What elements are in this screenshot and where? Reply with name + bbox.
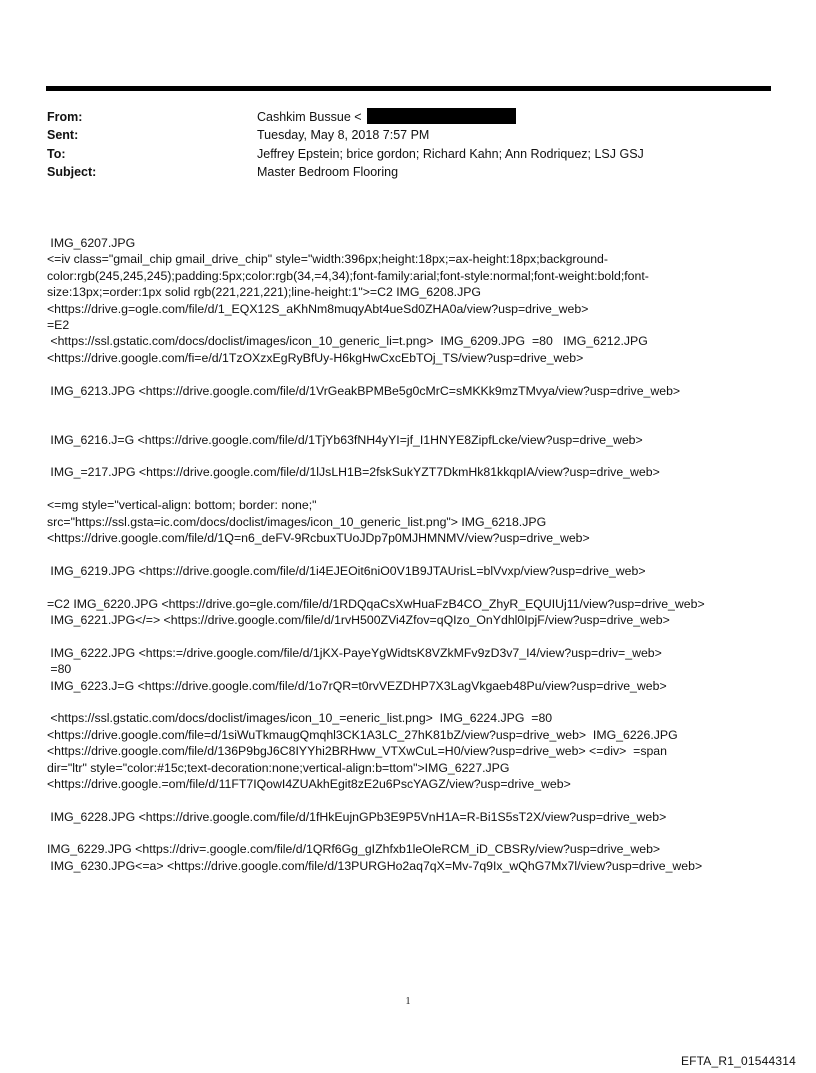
body-line: dir="ltr" style="color:#15c;text-decoration:none;vertical-align:b=ttom">IMG_6227.JPG [47, 760, 510, 775]
subject-value: Master Bedroom Flooring [257, 164, 399, 179]
body-line: IMG_=217.JPG <https://drive.google.com/file/d/1lJsLH1B=2fskSukYZT7DkmHk81kkqpIA/view?usp=drive_web> [47, 465, 660, 480]
to-label: To: [47, 146, 66, 161]
body-line: IMG_6221.JPG</=> <https://drive.google.com/file/d/1rvH500ZVi4Zfov=qQIzo_OnYdhl0IpjF/view?usp=drive_web> [47, 612, 670, 627]
body-line: IMG_6207.JPG [47, 236, 136, 250]
body-line [47, 448, 777, 464]
body-line: <https://drive.google.com/file/d/1Q=n6_deFV-9RcbuxTUoJDp7p0MJHMNMV/view?usp=drive_web> [47, 531, 590, 546]
body-line [47, 694, 777, 710]
email-header [47, 108, 771, 181]
body-line [47, 366, 777, 382]
sent-value: Tuesday, May 8, 2018 7:57 PM [257, 128, 430, 143]
redaction-box [367, 108, 516, 124]
body-line: =E2 [47, 317, 70, 332]
sent-row [47, 126, 771, 144]
body-line: IMG_6219.JPG <https://drive.google.com/file/d/1i4EJEOit6niO0V1B9JTAUrisL=blVvxp/view?usp=drive_web> [47, 563, 646, 578]
to-value: Jeffrey Epstein; brice gordon; Richard Kahn; Ann Rodriquez; LSJ GSJ [257, 146, 644, 161]
body-line: <https://drive.google.com/file/d/136P9bgJ6C8IYYhi2BRHww_VTXwCuL=H0/view?usp=drive_web> <=div> =span [47, 744, 667, 759]
to-row [47, 145, 771, 163]
from-label: From: [47, 110, 83, 124]
body-line: color:rgb(245,245,245);padding:5px;color:rgb(34,=4,34);font-family:arial;font-style:normal;font-weight:bold;font- [47, 268, 649, 283]
body-line: <=mg style="vertical-align: bottom; border: none;" [47, 498, 317, 513]
body-line [47, 546, 777, 562]
subject-row [47, 163, 771, 181]
email-body [47, 235, 777, 874]
body-line: <https://ssl.gstatic.com/docs/doclist/images/icon_10_generic_li=t.png> IMG_6209.JPG =80 IMG_6212.JPG [47, 334, 648, 349]
header-rule [46, 86, 771, 91]
body-line: IMG_6229.JPG <https://driv=.google.com/file/d/1QRf6Gg_gIZhfxb1leOleRCM_iD_CBSRy/view?usp=drive_web> [47, 842, 661, 857]
from-row [47, 108, 771, 126]
body-line: <https://drive.google.com/fi=e/d/1TzOXzxEgRyBfUy-H6kgHwCxcEbTOj_TS/view?usp=drive_web> [47, 350, 584, 365]
body-line [47, 825, 777, 841]
from-value [257, 108, 516, 126]
body-line [47, 399, 777, 415]
body-line: <https://drive.google.com/file=d/1siWuTkmaugQmqhl3CK1A3LC_27hK81bZ/view?usp=drive_web> IMG_6226.JPG [47, 727, 678, 742]
body-line: IMG_6230.JPG<=a> <https://drive.google.com/file/d/13PURGHo2aq7qX=Mv-7q9Ix_wQhG7Mx7l/view?usp=drive_web> [47, 858, 703, 873]
body-line: <https://drive.g=ogle.com/file/d/1_EQX12S_aKhNm8muqyAbt4ueSd0ZHA0a/view?usp=drive_web> [47, 301, 589, 316]
body-line [47, 792, 777, 808]
body-line: size:13px;=order:1px solid rgb(221,221,221);line-height:1">=C2 IMG_6208.JPG [47, 285, 481, 300]
body-line: =C2 IMG_6220.JPG <https://drive.go=gle.com/file/d/1RDQqaCsXwHuaFzB4CO_ZhyR_EQUIUj11/view?usp=drive_web> [47, 596, 705, 611]
body-line: src="https://ssl.gsta=ic.com/docs/doclist/images/icon_10_generic_list.png"> IMG_6218.JPG [47, 514, 547, 529]
body-line: <https://ssl.gstatic.com/docs/doclist/images/icon_10_=eneric_list.png> IMG_6224.JPG =80 [47, 711, 553, 726]
subject-label: Subject: [47, 164, 97, 179]
body-line: IMG_6216.J=G <https://drive.google.com/file/d/1TjYb63fNH4yYI=jf_I1HNYE8ZipfLcke/view?usp=drive_web> [47, 432, 643, 447]
sent-label: Sent: [47, 128, 79, 143]
body-line: <=iv class="gmail_chip gmail_drive_chip" style="width:396px;height:18px;=ax-height:18px;background- [47, 252, 608, 267]
body-line: =80 [47, 662, 72, 677]
bates-number: EFTA_R1_01544314 [680, 1054, 796, 1068]
body-line: IMG_6213.JPG <https://drive.google.com/file/d/1VrGeakBPMBe5g0cMrC=sMKKk9mzTMvya/view?usp=drive_web> [47, 383, 681, 398]
body-line [47, 481, 777, 497]
body-line: IMG_6228.JPG <https://drive.google.com/file/d/1fHkEujnGPb3E9P5VnH1A=R-Bi1S5sT2X/view?usp=drive_web> [47, 809, 667, 824]
body-line: <https://drive.google.=om/file/d/11FT7IQowI4ZUAkhEgit8zE2u6PscYAGZ/view?usp=drive_web> [47, 776, 571, 791]
body-line [47, 415, 777, 431]
body-line [47, 579, 777, 595]
page-number: 1 [405, 996, 411, 1007]
body-line: IMG_6223.J=G <https://drive.google.com/file/d/1o7rQR=t0rvVEZDHP7X3LagVkgaeb48Pu/view?usp=drive_web> [47, 678, 667, 693]
sender-name: Cashkim Bussue < [257, 110, 362, 124]
body-line [47, 628, 777, 644]
body-line: IMG_6222.JPG <https:=/drive.google.com/file/d/1jKX-PayeYgWidtsK8VZkMFv9zD3v7_I4/view?usp=driv=_web> [47, 645, 662, 660]
